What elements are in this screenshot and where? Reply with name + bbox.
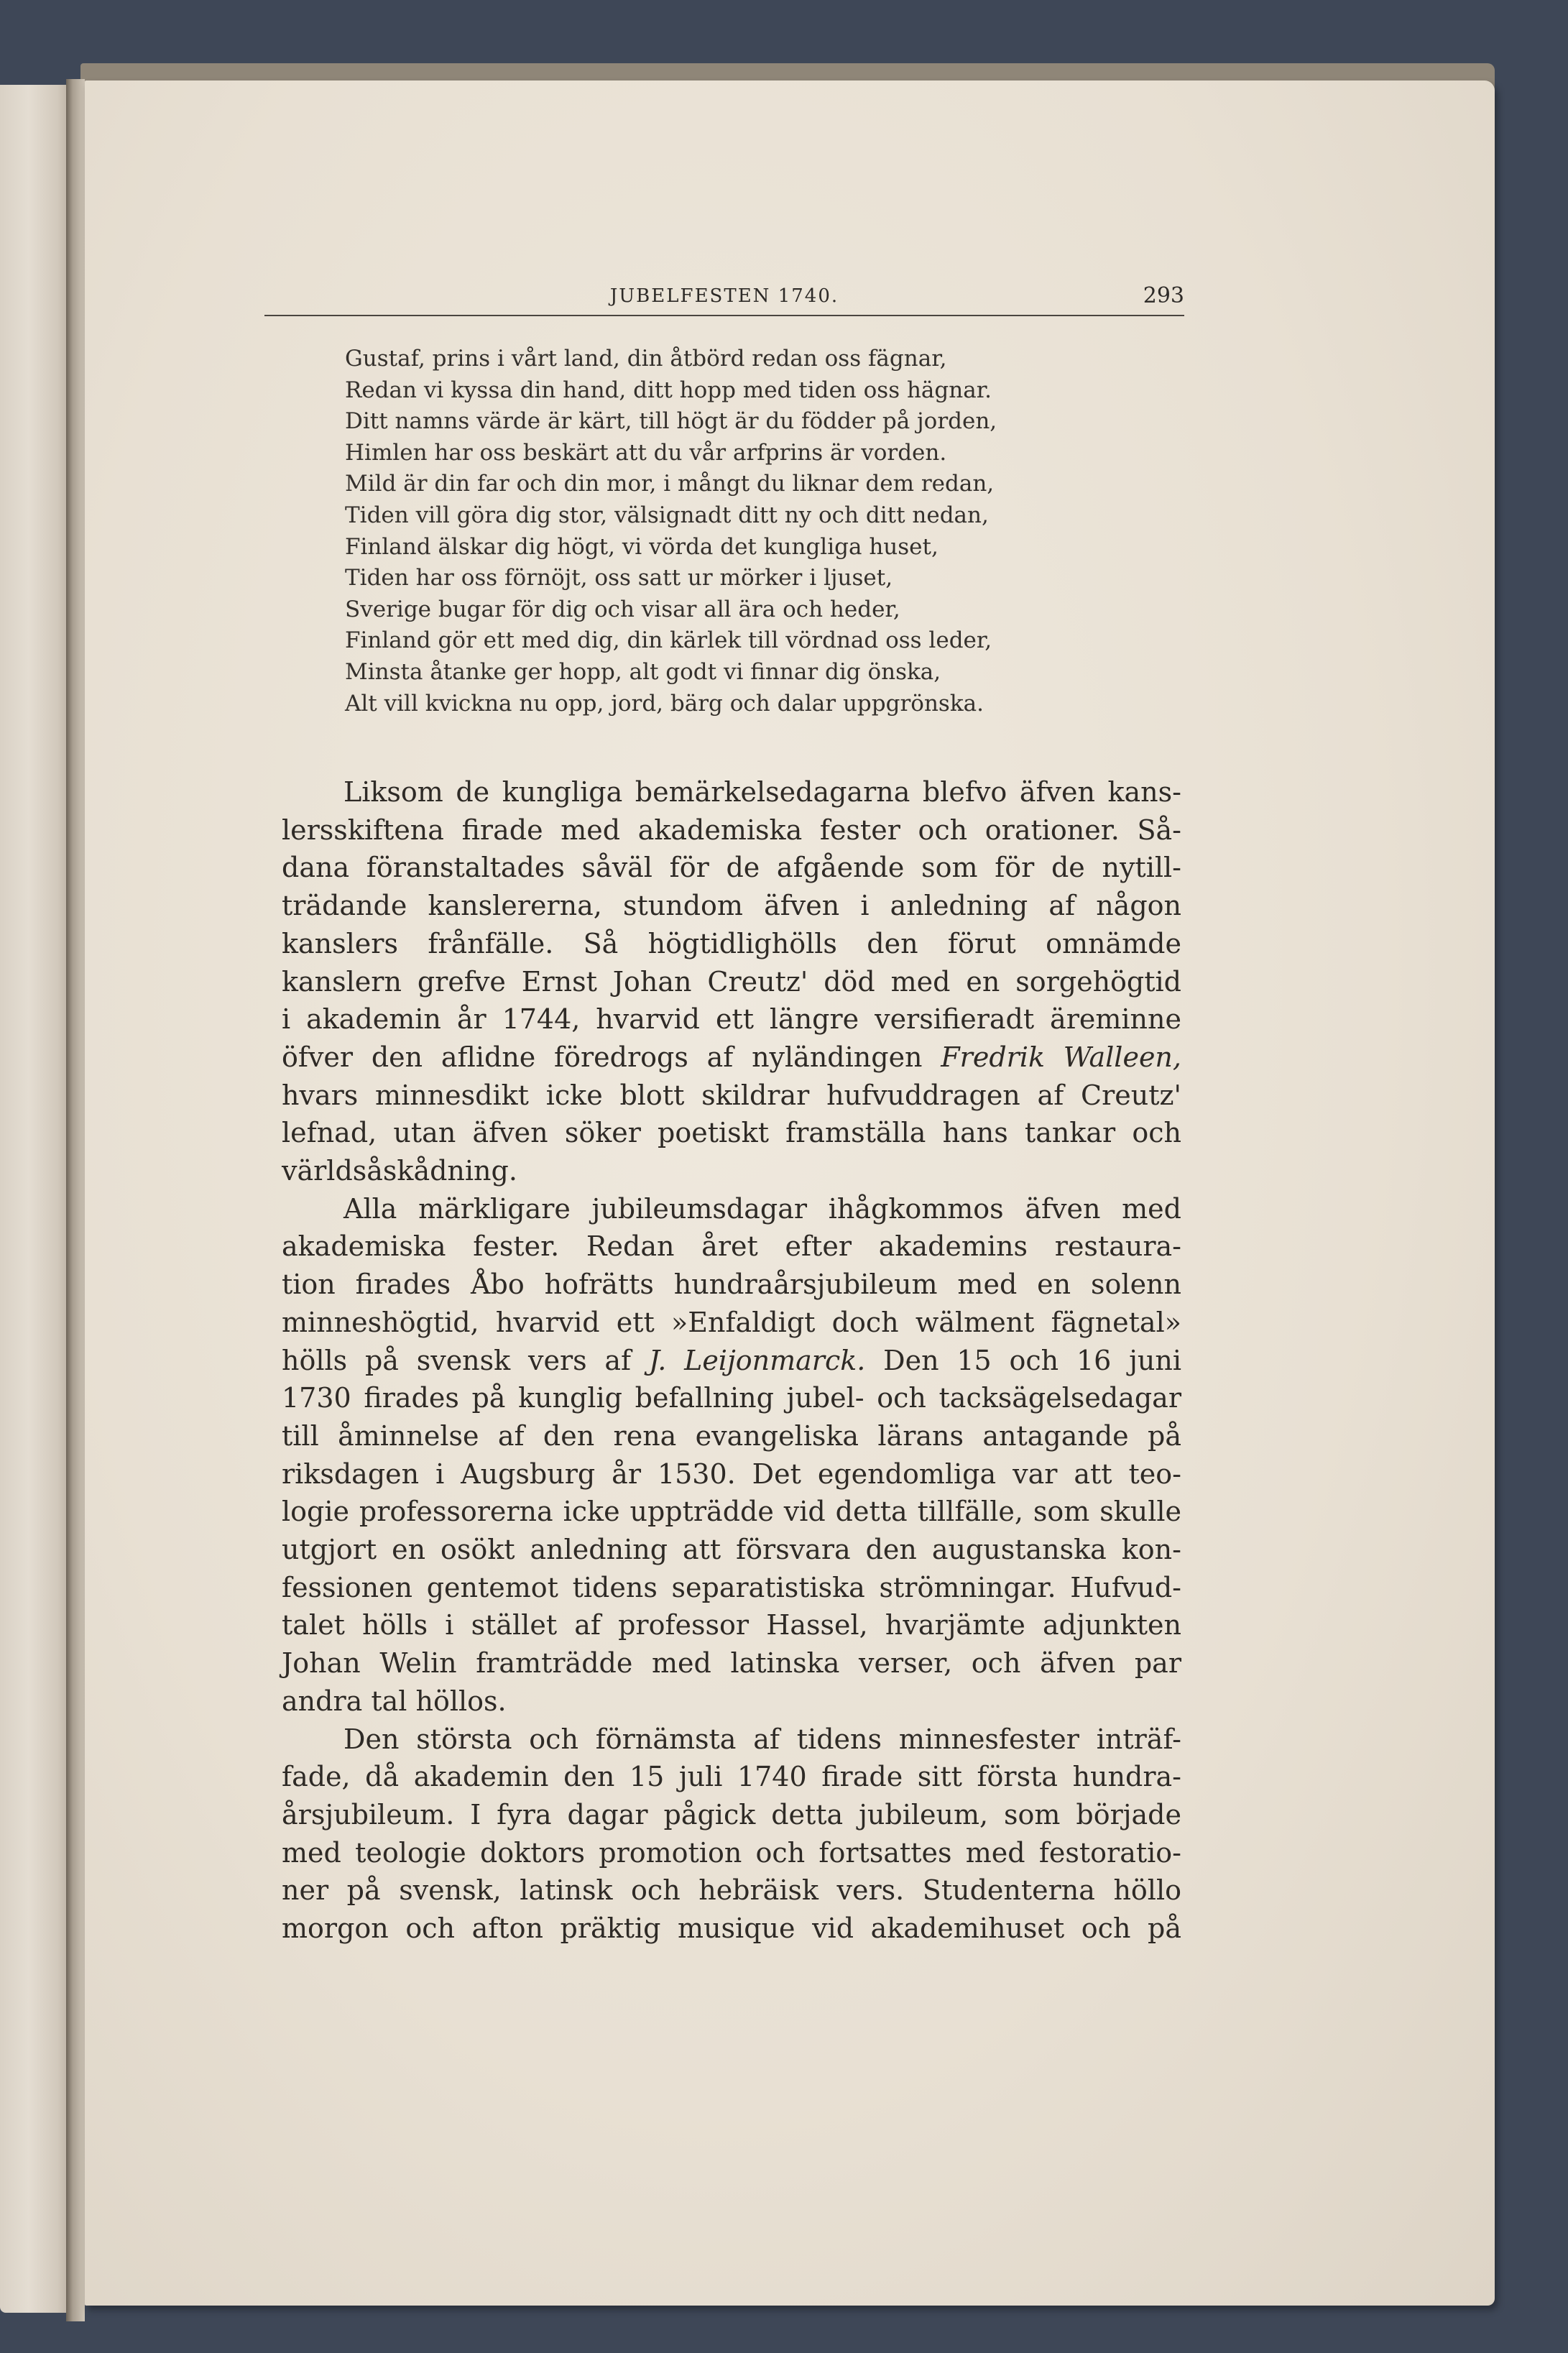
left-page-edge: [0, 85, 72, 2313]
poem-line: Redan vi kyssa din hand, ditt hopp med tiden oss hägnar.: [345, 377, 992, 403]
text-line: fessionen gentemot tidens separatistiska strömningar. Hufvud-: [282, 1571, 1181, 1603]
author-name-walleen: Fredrik Walleen,: [941, 1041, 1181, 1073]
book-spine: [66, 79, 85, 2321]
poem-line: Tiden vill göra dig stor, välsignadt ditt ny och ditt nedan,: [345, 502, 989, 528]
text-line: utgjort en osökt anledning att försvara den augustanska kon-: [282, 1534, 1181, 1566]
text-line: talet hölls i stället af professor Hassel, hvarjämte adjunkten: [282, 1609, 1181, 1641]
poem-line: Alt vill kvickna nu opp, jord, bärg och dalar uppgrönska.: [345, 690, 984, 717]
text-line: trädande kanslererna, stundom äfven i anledning af någon: [282, 890, 1181, 922]
text-line: minneshögtid, hvarvid ett »Enfaldigt doch wälment fägnetal»: [282, 1306, 1181, 1338]
poem-line: Finland gör ett med dig, din kärlek till vördnad oss leder,: [345, 627, 992, 654]
poem-stanza: [345, 344, 1179, 719]
text-line: världsåskådning.: [282, 1155, 517, 1187]
body-text: [282, 773, 1181, 1948]
poem-line: Sverige bugar för dig och visar all ära och heder,: [345, 596, 900, 622]
running-header: [264, 282, 1184, 316]
text-line: i akademin år 1744, hvarvid ett längre versifieradt äreminne: [282, 1003, 1181, 1036]
text-line: [282, 1342, 1181, 1380]
text-segment: öfver den aflidne föredrogs af nyländingen: [282, 1041, 923, 1073]
text-line: akademiska fester. Redan året efter akademins restaura-: [282, 1230, 1181, 1263]
poem-line: Finland älskar dig högt, vi vörda det kungliga huset,: [345, 533, 939, 560]
text-line: tion firades Åbo hofrätts hundraårsjubileum med en solenn: [282, 1268, 1181, 1301]
text-line: lefnad, utan äfven söker poetiskt framställa hans tankar och: [282, 1117, 1181, 1149]
text-line: Johan Welin framträdde med latinska verser, och äfven par: [282, 1647, 1181, 1680]
text-line: logie professorerna icke uppträdde vid detta tillfälle, som skulle: [282, 1496, 1181, 1528]
poem-line: Himlen har oss beskärt att du vår arfprins är vorden.: [345, 439, 947, 466]
text-line: Den största och förnämsta af tidens minnesfester inträf-: [343, 1723, 1181, 1755]
author-name-leijonmarck: J. Leijonmarck.: [648, 1344, 866, 1376]
text-line: morgon och afton präktig musique vid akademihuset och på: [282, 1912, 1181, 1945]
text-line: andra tal höllos.: [282, 1685, 507, 1717]
text-segment: Den 15 och 16 juni: [883, 1344, 1181, 1376]
page-number: 293: [1143, 283, 1184, 308]
poem-line: Minsta åtanke ger hopp, alt godt vi finnar dig önska,: [345, 658, 941, 685]
poem-line: Ditt namns värde är kärt, till högt är du födder på jorden,: [345, 408, 997, 435]
text-line: årsjubileum. I fyra dagar pågick detta jubileum, som började: [282, 1798, 1181, 1831]
text-line: Liksom de kungliga bemärkelsedagarna blefvo äfven kans-: [343, 776, 1181, 808]
poem-line: Gustaf, prins i vårt land, din åtbörd redan oss fägnar,: [345, 346, 947, 372]
text-line: [282, 1039, 1181, 1077]
text-line: till åminnelse af den rena evangeliska lärans antagande på: [282, 1419, 1181, 1452]
text-line: dana föranstaltades såväl för de afgående som för de nytill-: [282, 852, 1181, 884]
text-line: med teologie doktors promotion och fortsattes med festoratio-: [282, 1836, 1181, 1869]
running-title: JUBELFESTEN 1740.: [609, 285, 839, 307]
text-line: hvars minnesdikt icke blott skildrar hufvuddragen af Creutz': [282, 1079, 1181, 1111]
text-line: ner på svensk, latinsk och hebräisk vers. Studenterna höllo: [282, 1874, 1181, 1907]
text-line: lersskiftena firade med akademiska fester och orationer. Så-: [282, 814, 1181, 846]
text-line: riksdagen i Augsburg år 1530. Det egendomliga var att teo-: [282, 1458, 1181, 1490]
text-line: kanslern grefve Ernst Johan Creutz' död med en sorgehögtid: [282, 965, 1181, 998]
text-line: fade, då akademin den 15 juli 1740 firade sitt första hundra-: [282, 1761, 1181, 1793]
poem-line: Mild är din far och din mor, i mångt du liknar dem redan,: [345, 471, 995, 497]
poem-line: Tiden har oss förnöjt, oss satt ur mörker i ljuset,: [345, 565, 893, 591]
text-line: 1730 firades på kunglig befallning jubel- och tacksägelsedagar: [282, 1382, 1181, 1414]
text-segment: hölls på svensk vers af: [282, 1344, 632, 1376]
text-line: Alla märkligare jubileumsdagar ihågkommos äfven med: [343, 1192, 1181, 1225]
text-line: kanslers frånfälle. Så högtidlighölls den förut omnämde: [282, 927, 1181, 959]
